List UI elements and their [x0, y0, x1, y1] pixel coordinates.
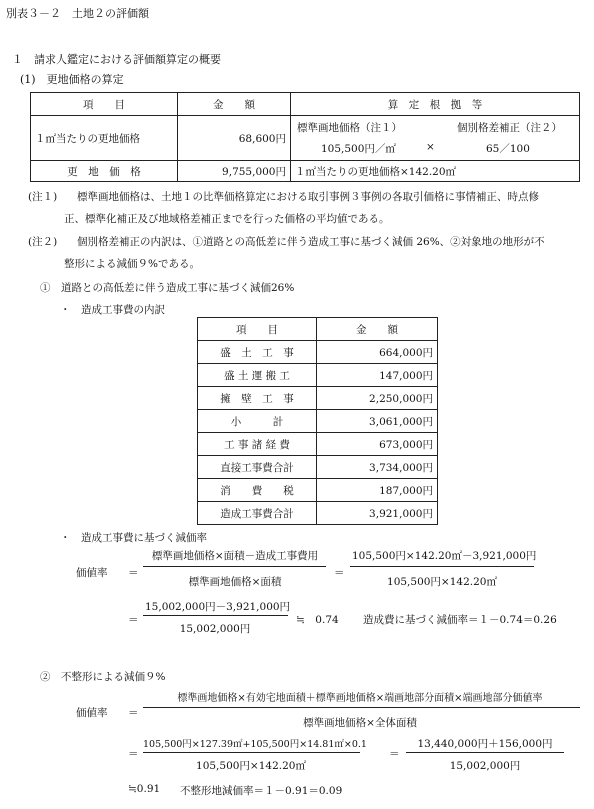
table1-row2-basis: １㎡当たりの更地価格×142.20㎡ [291, 161, 580, 182]
table1-row2-amount: 9,755,000円 [178, 161, 291, 182]
table2-row-amount: 673,000円 [317, 433, 438, 456]
table2-row-item: 造成工事費合計 [198, 502, 317, 525]
calc2-frac2-denominator: 105,500円×142.20㎡ [196, 760, 306, 772]
table2-header-item: 項 目 [198, 318, 317, 341]
land-price-table [30, 92, 580, 182]
table2-row-item: 直接工事費合計 [198, 456, 317, 479]
note2-label: (注２) [28, 236, 58, 248]
table2-row-item: 消 費 税 [198, 479, 317, 502]
calc1-label: 価値率 [76, 567, 108, 579]
table2-row-amount: 3,734,000円 [317, 456, 438, 479]
document-title: 別表３－２ 土地２の評価額 [6, 7, 149, 20]
table1-row1-item: １㎡当たりの更地価格 [31, 116, 178, 161]
calc1-equals-1: ＝ [128, 567, 139, 579]
calc2-frac2-numerator: 105,500円×127.39㎡+105,500円×14.81㎡×0.1 [143, 739, 367, 750]
table2-row-amount: 664,000円 [317, 341, 438, 364]
calc2-equals-1: ＝ [128, 707, 139, 719]
bullet-cost-breakdown: ・ 造成工事費の内訳 [60, 304, 165, 316]
table1-row2-item: 更 地 価 格 [31, 161, 178, 182]
calc1-frac1-bar [143, 566, 326, 567]
construction-cost-table [197, 317, 438, 525]
item2-heading: ② 不整形による減価９% [40, 671, 166, 683]
basis-standard-price-label: 標準画地価格（注１） [297, 122, 402, 134]
calc1-frac3-bar [143, 615, 288, 616]
calc1-equals-2: ＝ [334, 567, 345, 579]
table1-row1-basis [291, 116, 580, 161]
table2-row-amount: 187,000円 [317, 479, 438, 502]
section1-heading: １ 請求人鑑定における評価額算定の概要 [12, 53, 221, 66]
calc2-frac3-numerator: 13,440,000円＋156,000円 [417, 738, 553, 750]
calc2-frac1-denominator: 標準画地価格×全体面積 [303, 717, 417, 729]
calc2-frac3-denominator: 15,002,000円 [449, 760, 521, 772]
calc1-frac3-denominator: 15,002,000円 [179, 623, 251, 635]
table2-row-amount: 3,061,000円 [317, 410, 438, 433]
table1-header-item: 項 目 [31, 93, 178, 116]
note1-label: (注１) [28, 191, 58, 203]
table2-header-amount: 金 額 [317, 318, 438, 341]
calc2-frac1-numerator: 標準画地価格×有効宅地面積＋標準画地価格×端画地部分面積×端画地部分価値率 [177, 693, 543, 704]
calc2-frac2-bar [143, 752, 360, 753]
calc2-frac3-bar [406, 752, 564, 753]
note2-line2: 整形による減価９%である。 [64, 258, 200, 270]
item1-heading: ① 道路との高低差に伴う造成工事に基づく減価26% [40, 282, 295, 294]
calc1-frac1-numerator: 標準画地価格×面積－造成工事費用 [151, 550, 319, 562]
calc1-approx: ≒ 0.74 [296, 614, 339, 626]
basis-standard-price-value: 105,500円／㎡ [321, 143, 396, 155]
calc2-equals-2: ＝ [128, 748, 139, 760]
table2-row-amount: 2,250,000円 [317, 387, 438, 410]
calc2-approx: ≒0.91 [128, 783, 161, 795]
calc1-frac1-denominator: 標準画地価格×面積 [188, 576, 282, 588]
note1-line2: 正、標準化補正及び地域格差補正までを行った価格の平均値である。 [64, 213, 390, 225]
table2-row-item: 工 事 諸 経 費 [198, 433, 317, 456]
table1-header-amount: 金 額 [178, 93, 291, 116]
table1-row1-amount: 68,600円 [178, 116, 291, 161]
basis-correction-value: 65／100 [486, 143, 530, 155]
basis-correction-label: 個別格差補正（注２） [457, 122, 562, 134]
table2-row-item: 小 計 [198, 410, 317, 433]
subsection1-heading: (1) 更地価格の算定 [20, 73, 124, 86]
basis-multiply-operator: × [426, 141, 435, 153]
table2-row-amount: 147,000円 [317, 364, 438, 387]
calc2-label: 価値率 [76, 707, 108, 719]
table2-row-item: 盛 土 工 事 [198, 341, 317, 364]
calc1-result: 造成費に基づく減価率＝１－0.74＝0.26 [363, 614, 557, 626]
table2-row-item: 盛 土 運 搬 工 [198, 364, 317, 387]
calc2-result: 不整形地減価率＝１－0.91＝0.09 [180, 785, 343, 797]
table2-row-item: 擁 壁 工 事 [198, 387, 317, 410]
bullet-depreciation-rate: ・ 造成工事費に基づく減価率 [60, 532, 207, 544]
table1-header-basis: 算 定 根 拠 等 [291, 93, 580, 116]
calc1-frac3-numerator: 15,002,000円－3,921,000円 [145, 601, 291, 613]
calc1-equals-3: ＝ [128, 614, 139, 626]
calc1-frac2-bar [350, 566, 534, 567]
table2-row-amount: 3,921,000円 [317, 502, 438, 525]
calc1-frac2-denominator: 105,500円×142.20㎡ [387, 576, 497, 588]
calc2-equals-3: ＝ [389, 748, 400, 760]
note2-line1: 個別格差補正の内訳は、①道路との高低差に伴う造成工事に基づく減価 26%、②対象地の地形が不 [77, 236, 545, 248]
note1-line1: 標準画地価格は、土地１の比準価格算定における取引事例３事例の各取引価格に事情補正、時点修 [77, 191, 539, 203]
calc2-frac1-bar [143, 707, 580, 708]
calc1-frac2-numerator: 105,500円×142.20㎡－3,921,000円 [352, 550, 537, 562]
